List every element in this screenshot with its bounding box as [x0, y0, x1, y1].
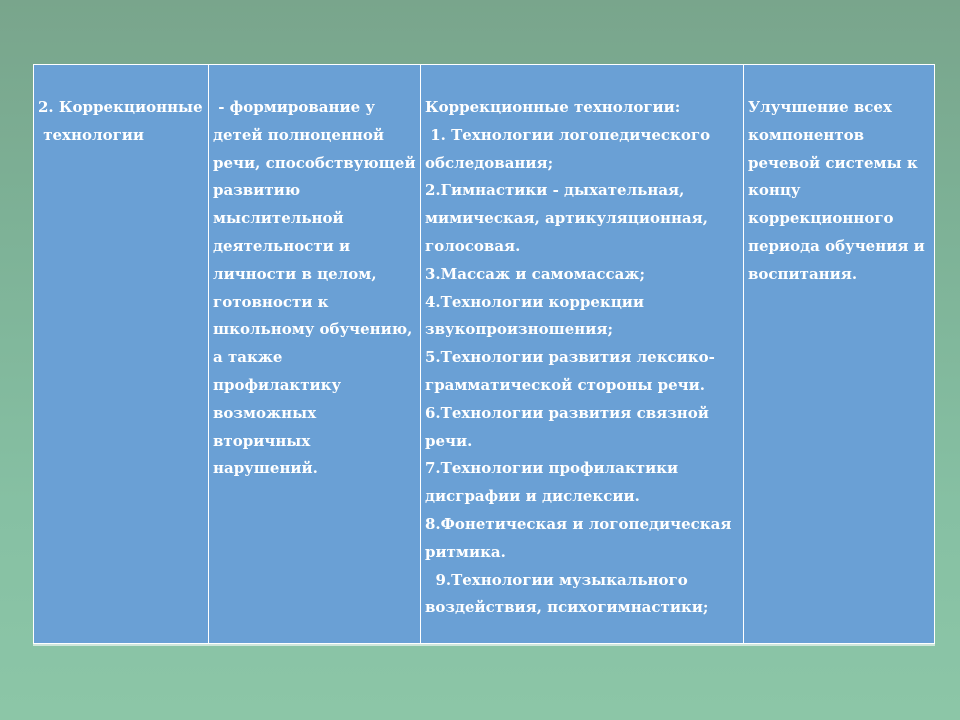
- table-line: грамматической стороны речи.: [425, 375, 705, 394]
- table-line: Коррекционные технологии:: [425, 98, 681, 116]
- table-line: - формирование у: [213, 98, 375, 116]
- table-line: 4.Технологии коррекции: [425, 292, 645, 311]
- table-line: 2. Коррекционные: [38, 98, 203, 116]
- table-line: воздействия, психогимнастики;: [425, 598, 709, 617]
- table-cell-technology-name: [34, 65, 209, 643]
- table-line: профилактику: [213, 375, 342, 394]
- table-line: вторичных: [213, 431, 311, 450]
- table-line: компонентов: [748, 125, 865, 144]
- table-line: мыслительной: [213, 209, 344, 228]
- table-line: 9.Технологии музыкального: [425, 570, 688, 589]
- table-line: а также: [213, 348, 283, 367]
- content-table: [33, 64, 935, 644]
- table-line: звукопроизношения;: [425, 320, 613, 339]
- table-cell-technologies-list: [421, 65, 744, 643]
- table-line: обследования;: [425, 153, 554, 172]
- table-line: школьному обучению,: [213, 320, 413, 339]
- table-line: 8.Фонетическая и логопедическая: [425, 514, 732, 533]
- table-line: 6.Технологии развития связной: [425, 403, 709, 422]
- table-line: мимическая, артикуляционная,: [425, 209, 708, 228]
- table-line: 5.Технологии развития лексико-: [425, 348, 715, 367]
- table-line: 7.Технологии профилактики: [425, 459, 679, 478]
- table-line: нарушений.: [213, 459, 318, 478]
- table-line: 3.Массаж и самомассаж;: [425, 264, 645, 283]
- table-line: речевой системы к: [748, 153, 918, 172]
- table-line: концу: [748, 181, 801, 200]
- table-line: Улучшение всех: [748, 98, 892, 116]
- table-line: речи.: [425, 431, 473, 450]
- table-line: личности в целом,: [213, 264, 377, 283]
- table-line: голосовая.: [425, 236, 521, 255]
- table-line: готовности к: [213, 292, 329, 311]
- table-cell-goal: [209, 65, 421, 643]
- table-cell-result: [744, 65, 934, 643]
- table-line: 1. Технологии логопедического: [425, 125, 711, 144]
- table-line: дисграфии и дислексии.: [425, 487, 640, 506]
- table-line: воспитания.: [748, 264, 858, 283]
- table-line: технологии: [38, 125, 145, 144]
- table-line: ритмика.: [425, 542, 506, 561]
- table-line: развитию: [213, 181, 301, 200]
- table-line: возможных: [213, 403, 317, 422]
- table-line: 2.Гимнастики - дыхательная,: [425, 181, 685, 200]
- table-line: детей полноценной: [213, 125, 384, 144]
- table-line: деятельности и: [213, 236, 351, 255]
- table-line: речи, способствующей: [213, 153, 416, 172]
- table-line: коррекционного: [748, 209, 894, 228]
- table-line: периода обучения и: [748, 236, 925, 255]
